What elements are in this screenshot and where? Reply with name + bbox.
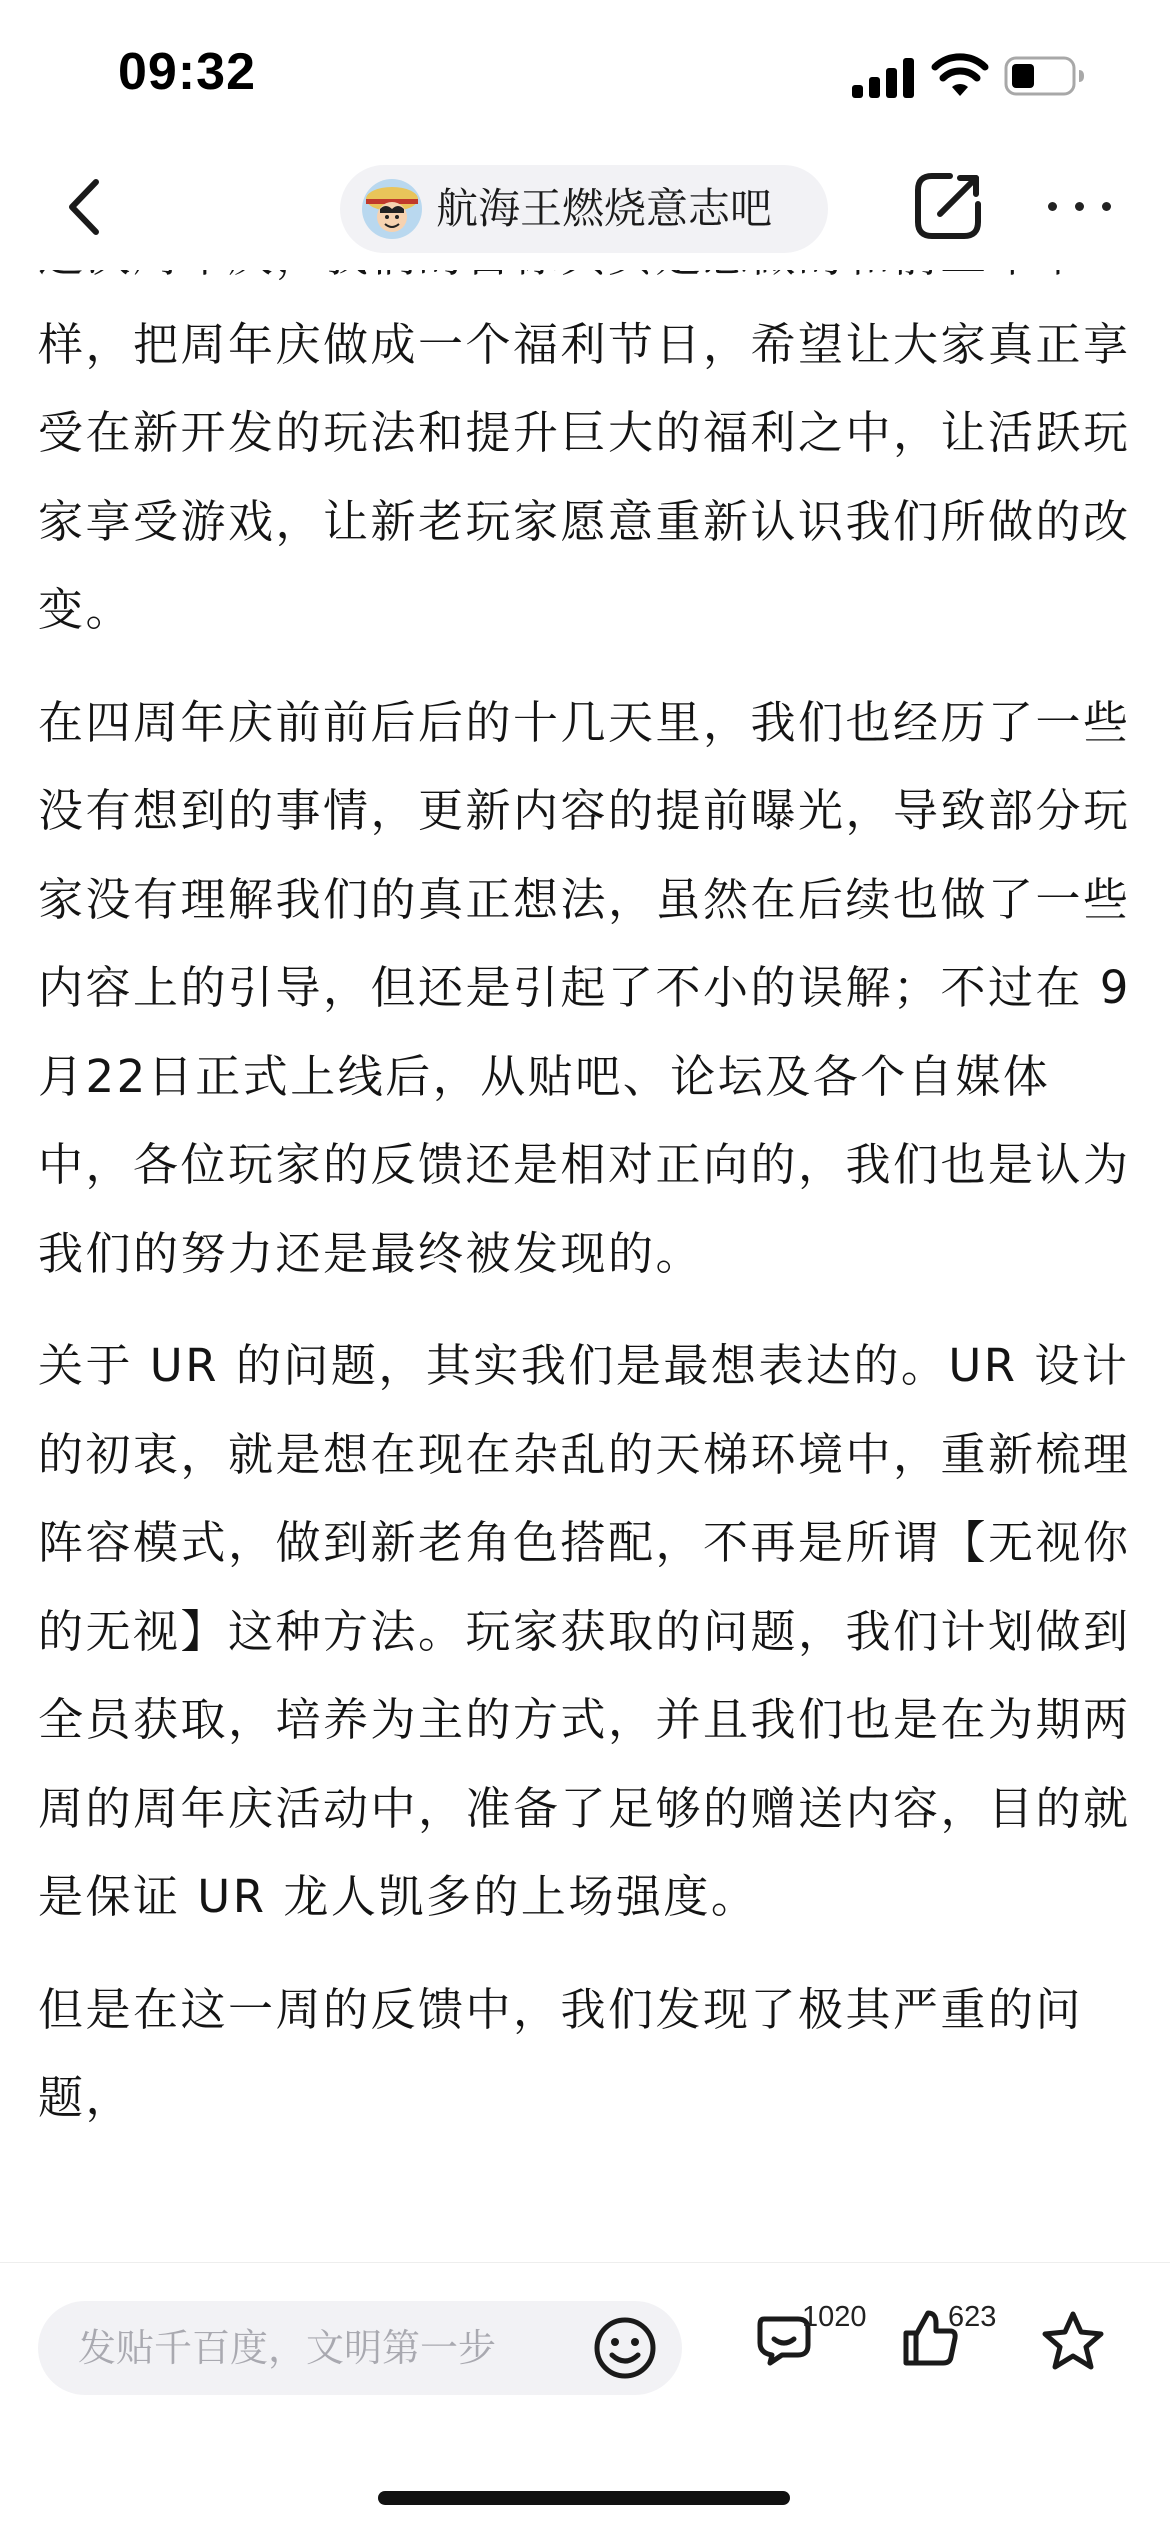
post-body bbox=[38, 212, 1138, 2167]
post-paragraph: 但是在这一周的反馈中，我们发现了极其严重的问题， bbox=[38, 1982, 1084, 2124]
post-paragraph: 在四周年庆前前后后的十几天里，我们也经历了一些没有想到的事情，更新内容的提前曝光，导致部分玩家没有理解我们的真正想法，虽然在后续也做了一些内容上的引导，但还是引起了不小的误解；不过在 9月22日正式上线后，从贴吧、论坛及各个自媒体中，各位玩家的反馈还是相对正向的，我们也是认为我们的努力还是最终被发现的。 bbox=[38, 695, 1131, 1280]
bottom-action-bar bbox=[0, 2262, 1170, 2533]
status-bar bbox=[0, 0, 1170, 150]
like-count: 623 bbox=[948, 2301, 997, 2333]
nav-bar bbox=[0, 150, 1170, 270]
cellular-signal-icon bbox=[852, 58, 914, 98]
post-content bbox=[0, 270, 1170, 2262]
home-indicator bbox=[378, 2491, 790, 2505]
wifi-icon bbox=[932, 52, 988, 98]
more-icon[interactable] bbox=[1042, 188, 1118, 224]
comment-count: 1020 bbox=[802, 2301, 867, 2333]
forum-name: 航海王燃烧意志吧 bbox=[436, 184, 773, 233]
favorite-star-icon[interactable] bbox=[1040, 2309, 1106, 2373]
forum-title-pill[interactable] bbox=[340, 165, 828, 253]
like-button[interactable] bbox=[898, 2301, 997, 2369]
forum-avatar bbox=[362, 179, 422, 239]
status-time: 09:32 bbox=[118, 43, 256, 101]
battery-icon bbox=[1004, 55, 1086, 97]
share-icon[interactable] bbox=[910, 168, 986, 244]
comment-button[interactable] bbox=[752, 2301, 867, 2369]
emoji-icon[interactable] bbox=[592, 2315, 658, 2381]
comment-input[interactable] bbox=[38, 2301, 682, 2395]
back-chevron-icon[interactable] bbox=[52, 172, 122, 242]
post-paragraph: 关于 UR 的问题，其实我们是最想表达的。UR 设计的初衷，就是想在现在杂乱的天梯环境中，重新梳理阵容模式，做到新老角色搭配，不再是所谓【无视你的无视】这种方法。玩家获取的问题，我们计划做到全员获取，培养为主的方式，并且我们也是在为期两周的周年庆活动中，准备了足够的赠送内容，目的就是保证 UR 龙人凯多的上场强度。 bbox=[38, 1339, 1131, 1923]
post-paragraph: 样，把周年庆做成一个福利节日，希望让大家真正享受在新开发的玩法和提升巨大的福利之中，让活跃玩家享受游戏，让新老玩家愿意重新认识我们所做的改变。 bbox=[38, 317, 1131, 636]
